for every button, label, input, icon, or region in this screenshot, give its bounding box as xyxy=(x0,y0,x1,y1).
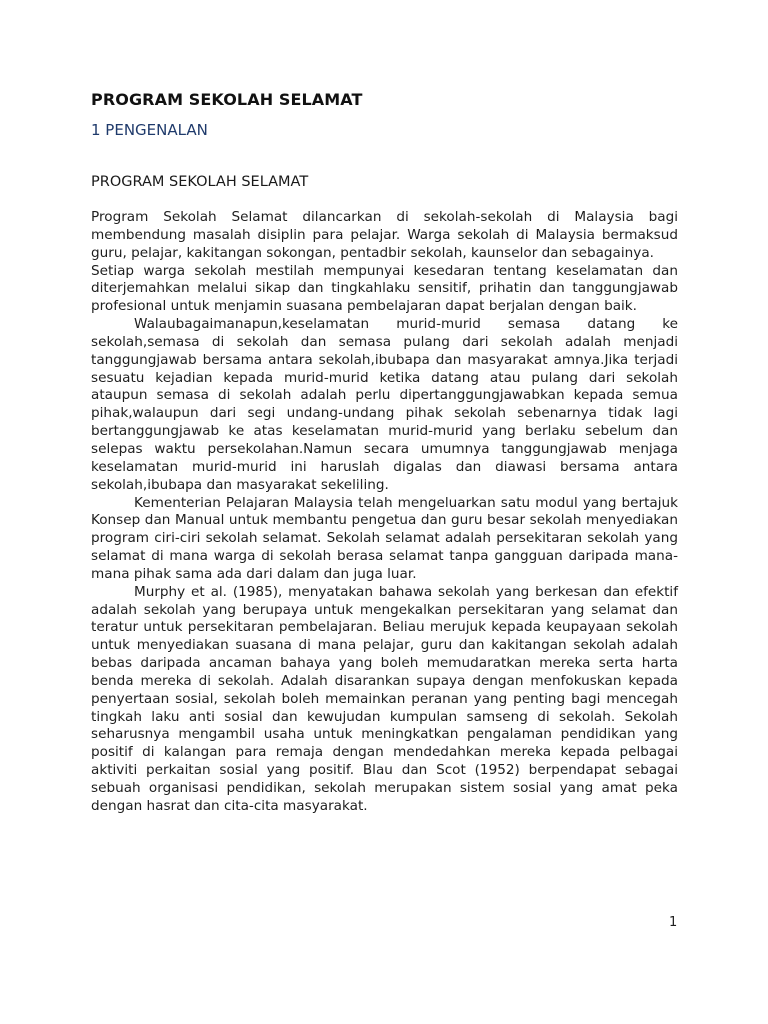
section-heading: 1 PENGENALAN xyxy=(91,121,208,139)
paragraph-kementerian: Kementerian Pelajaran Malaysia telah mengeluarkan satu modul yang bertajuk Konsep dan Manual untuk membantu pengetua dan guru besar sekolah menyediakan program ciri-ciri sekolah selamat. Sekolah selamat adalah persekitaran sekolah yang selamat di mana warga di sekolah berasa selamat tanpa gangguan daripada mana-mana pihak sama ada dari dalam dan juga luar. xyxy=(91,494,678,582)
body-text xyxy=(91,209,678,816)
paragraph-keselamatan: Walaubagaimanapun,keselamatan murid-murid semasa datang ke sekolah,semasa di sekolah dan semasa pulang dari sekolah adalah menjadi tanggungjawab bersama antara sekolah,ibubapa dan masyarakat amnya.Jika terjadi sesuatu kejadian kepada murid-murid ketika datang atau pulang dari sekolah ataupun semasa di sekolah adalah perlu dipertanggungjawabkan kepada semua pihak,walaupun dari segi undang-undang pihak sekolah sebenarnya tidak lagi bertanggungjawab ke atas keselamatan murid-murid yang berlaku sebelum dan selepas waktu persekolahan.Namun secara umumnya tanggungjawab menjaga keselamatan murid-murid ini haruslah digalas dan diawasi bersama antara sekolah,ibubapa dan masyarakat sekeliling. xyxy=(91,316,678,493)
page-number: 1 xyxy=(669,915,678,930)
paragraph-warga: Setiap warga sekolah mestilah mempunyai kesedaran tentang keselamatan dan diterjemahkan melalui sikap dan tingkahlaku sensitif, prihatin dan tanggungjawab profesional untuk menjamin suasana pembelajaran dapat berjalan dengan baik. xyxy=(91,262,678,315)
subheading: PROGRAM SEKOLAH SELAMAT xyxy=(91,174,309,190)
paragraph-intro: Program Sekolah Selamat dilancarkan di sekolah-sekolah di Malaysia bagi membendung masalah disiplin para pelajar. Warga sekolah di Malaysia bermaksud guru, pelajar, kakitangan sokongan, pentadbir sekolah, kaunselor dan sebagainya. xyxy=(91,209,678,261)
document-title: PROGRAM SEKOLAH SELAMAT xyxy=(91,90,363,109)
paragraph-murphy: Murphy et al. (1985), menyatakan bahawa sekolah yang berkesan dan efektif adalah sekolah yang berupaya untuk mengekalkan persekitaran yang selamat dan teratur untuk persekitaran pembelajaran. Beliau merujuk kepada keupayaan sekolah untuk menyediakan suasana di mana pelajar, guru dan kakitangan sekolah adalah bebas daripada ancaman bahaya yang boleh memudaratkan mereka serta harta benda mereka di sekolah. Adalah disarankan supaya dengan menfokuskan kepada penyertaan sosial, sekolah boleh memainkan peranan yang penting bagi mencegah tingkah laku anti sosial dan kewujudan kumpulan samseng di sekolah. Sekolah seharusnya mengambil usaha untuk meningkatkan pengalaman pendidikan yang positif di kalangan para remaja dengan mendedahkan mereka kepada pelbagai aktiviti perkaitan sosial yang positif. Blau dan Scot (1952) berpendapat sebagai sebuah organisasi pendidikan, sekolah merupakan sistem sosial yang amat peka dengan hasrat dan cita-cita masyarakat. xyxy=(91,583,678,814)
